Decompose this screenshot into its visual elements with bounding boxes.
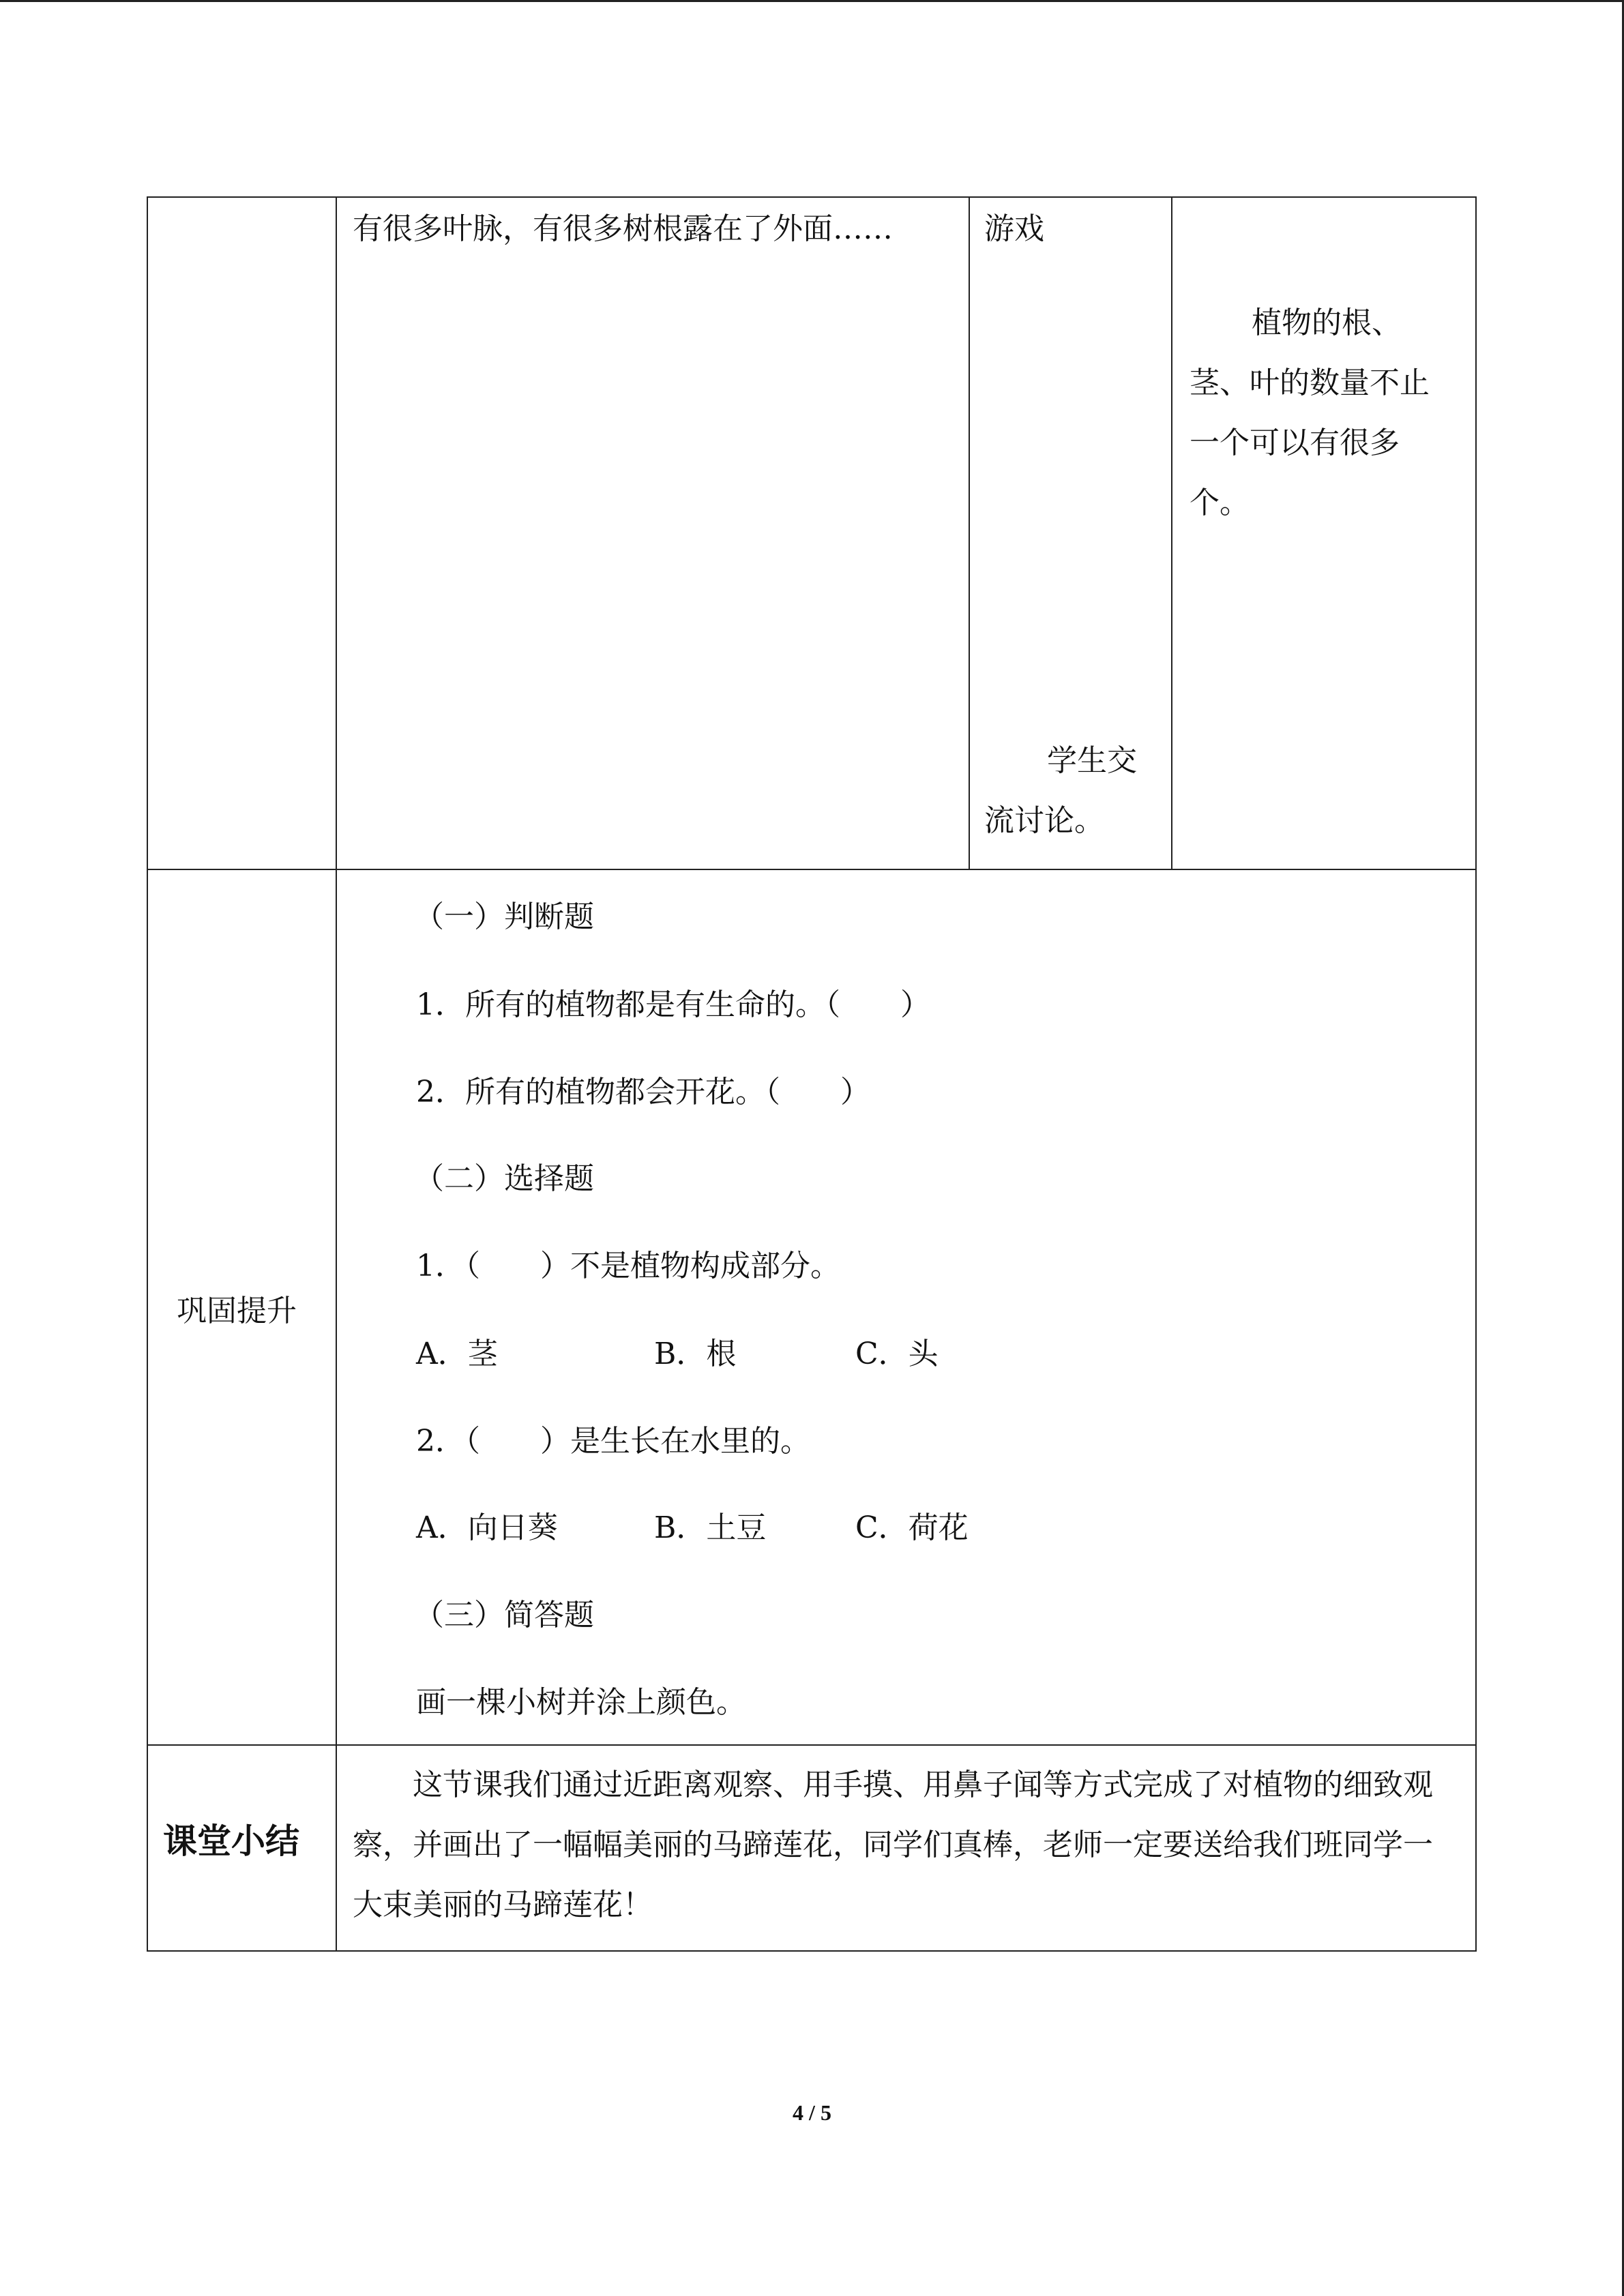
row1-activity-bottom-line1: 学生交 [1047,743,1137,778]
question-tf-1: 1．所有的植物都是有生命的。（ ） [416,987,930,1022]
row1-note-line3: 一个可以有很多 [1190,426,1400,460]
col-divider-label [336,198,337,1950]
row1-note-line2: 茎、叶的数量不止 [1190,366,1430,400]
question-mc-2-option-c: C．荷花 [855,1510,969,1545]
col-divider-activity [969,198,970,869]
page-border-top [0,0,1624,2]
page-number: 4 / 5 [793,2100,831,2125]
summary-text: 这节课我们通过近距离观察、用手摸、用鼻子闻等方式完成了对植物的细致观察，并画出了一幅幅美丽的马蹄莲花，同学们真棒，老师一定要送给我们班同学一大束美丽的马蹄莲花！ [353,1768,1433,1922]
lesson-table [147,196,1477,1952]
question-mc-2-option-a: A．向日葵 [416,1510,558,1545]
section-multiple-choice: （二）选择题 [414,1161,594,1196]
row1-activity-top: 游戏 [984,211,1044,246]
row-divider-2 [148,1744,1475,1746]
consolidate-label: 巩固提升 [177,1294,297,1328]
question-short-answer-1: 画一棵小树并涂上颜色。 [416,1685,746,1720]
question-mc-2: 2．（ ）是生长在水里的。 [416,1424,810,1459]
col-divider-note [1171,198,1172,869]
question-mc-1-option-a: A．茎 [416,1337,498,1371]
question-mc-1: 1．（ ）不是植物构成部分。 [416,1249,840,1283]
question-mc-1-option-b: B．根 [654,1337,737,1371]
row1-content: 有很多叶脉，有很多树根露在了外面…… [353,211,893,246]
question-tf-2: 2．所有的植物都会开花。（ ） [416,1075,870,1109]
summary-label: 课堂小结 [163,1821,299,1861]
row1-note-line1: 植物的根、 [1252,305,1402,340]
row1-activity-bottom-line2: 流讨论。 [984,803,1104,838]
question-mc-1-option-c: C．头 [855,1337,939,1371]
question-mc-2-option-b: B．土豆 [654,1510,767,1545]
row-divider-1 [148,869,1475,870]
row1-note-line4: 个。 [1190,486,1250,520]
section-true-false: （一）判断题 [414,899,594,934]
section-short-answer: （三）简答题 [414,1598,594,1632]
